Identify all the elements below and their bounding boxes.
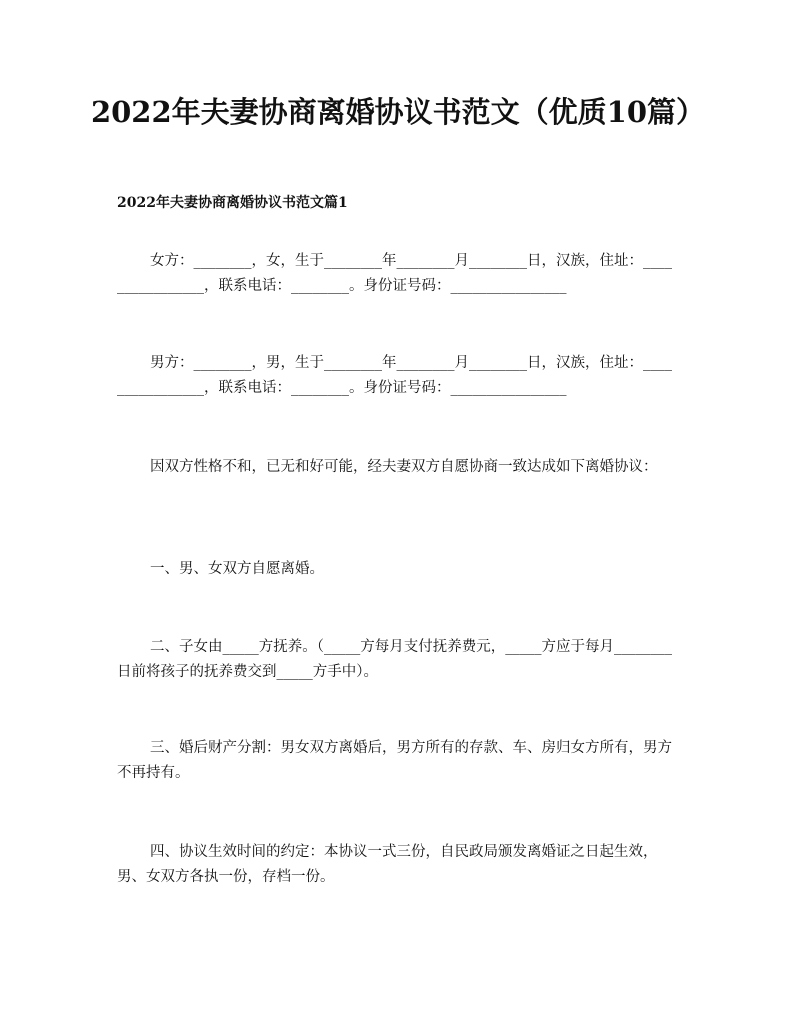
- paragraph-clause-2: 二、子女由_____方抚养。（_____方每月支付抚养费元，_____方应于每月________日前将孩子的抚养费交到_____方手中）。: [117, 639, 672, 680]
- paragraph-clause-3: 三、婚后财产分割：男女双方离婚后，男方所有的存款、车、房归女方所有，男方不再持有。: [117, 740, 672, 781]
- document-title: 2022年夫妻协商离婚协议书范文（优质10篇）: [90, 95, 706, 129]
- paragraph-clause-4: 四、协议生效时间的约定：本协议一式三份，自民政局颁发离婚证之日起生效，男、女双方各执一份，存档一份。: [117, 844, 658, 885]
- section-heading: 2022年夫妻协商离婚协议书范文篇1: [117, 195, 348, 211]
- paragraph-female-party: 女方：________，女，生于________年________月________日，汉族，住址：________________，联系电话：________。身份证号码：________________: [117, 253, 672, 294]
- paragraph-intro: 因双方性格不和，已无和好可能，经夫妻双方自愿协商一致达成如下离婚协议：: [150, 459, 658, 475]
- paragraph-male-party: 男方：________，男，生于________年________月________日，汉族，住址：________________，联系电话：________。身份证号码：________________: [117, 355, 672, 396]
- paragraph-clause-1: 一、男、女双方自愿离婚。: [150, 561, 324, 577]
